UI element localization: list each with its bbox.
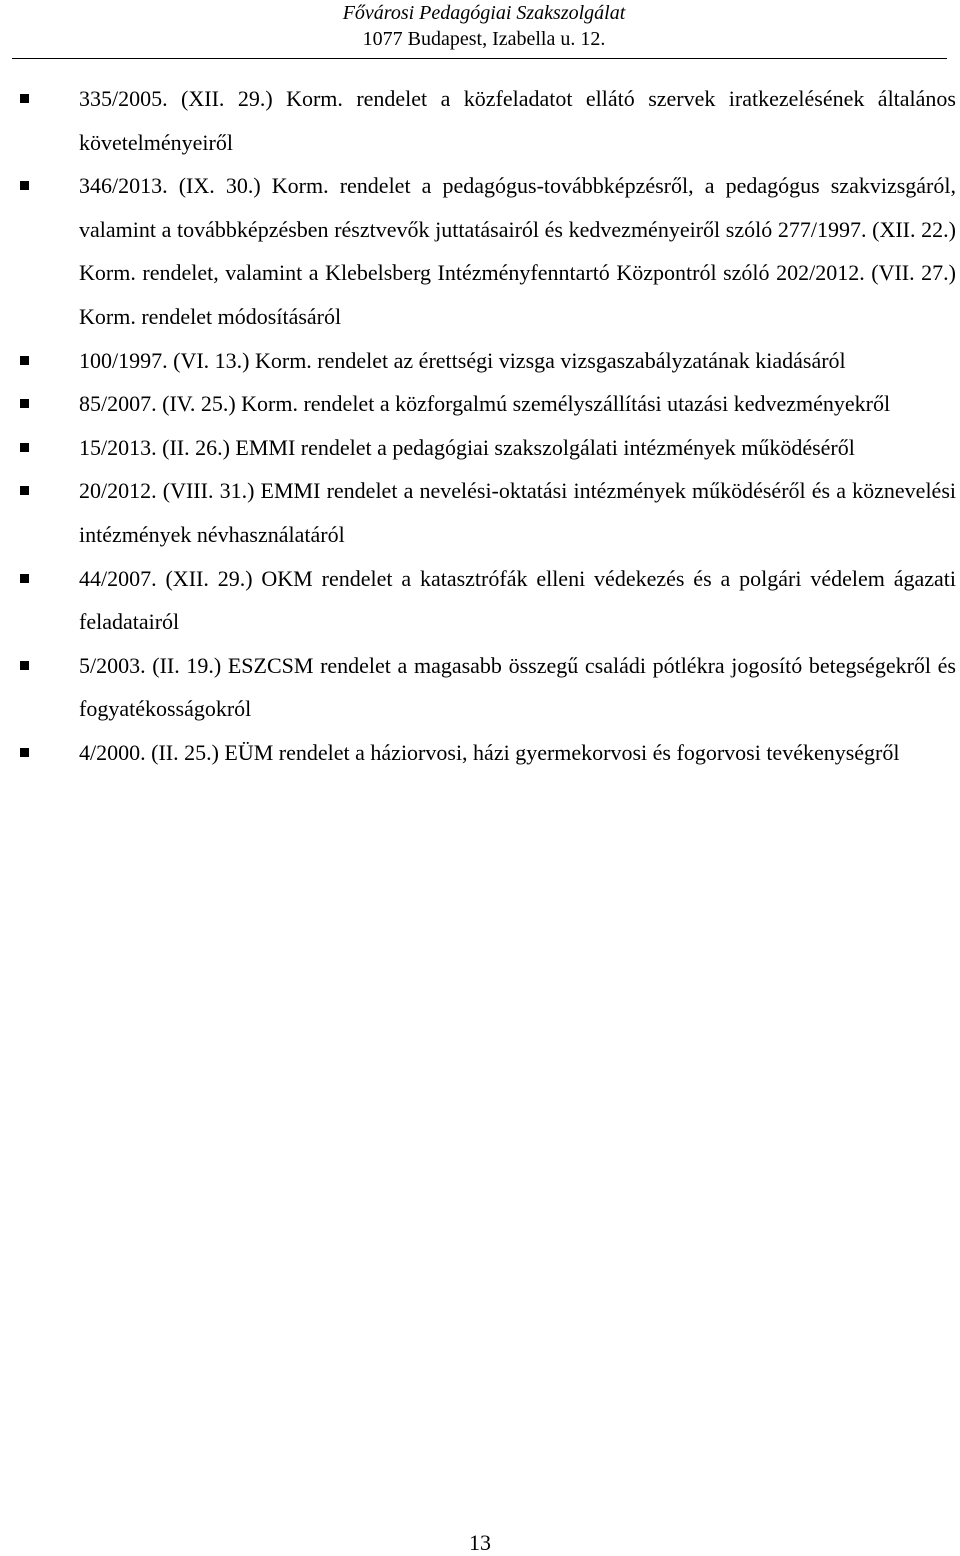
page-header xyxy=(0,0,960,52)
square-bullet-icon xyxy=(20,356,29,365)
list-item-text: 20/2012. (VIII. 31.) EMMI rendelet a nevelési-oktatási intézmények működéséről és a köznevelési intézmények névhasználatáról xyxy=(79,478,956,547)
square-bullet-icon xyxy=(20,399,29,408)
header-divider xyxy=(12,58,947,59)
square-bullet-icon xyxy=(20,574,29,583)
list-item xyxy=(0,77,956,164)
header-address: 1077 Budapest, Izabella u. 12. xyxy=(362,28,606,50)
list-item xyxy=(0,644,956,731)
square-bullet-icon xyxy=(20,443,29,452)
list-item-text: 335/2005. (XII. 29.) Korm. rendelet a közfeladatot ellátó szervek iratkezelésének általános követelményeiről xyxy=(79,86,956,155)
list-item xyxy=(0,164,956,338)
list-item-text: 5/2003. (II. 19.) ESZCSM rendelet a magasabb összegű családi pótlékra jogosító betegségekről és fogyatékosságokról xyxy=(79,652,956,722)
list-item-text: 44/2007. (XII. 29.) OKM rendelet a katasztrófák elleni védekezés és a polgári védelem ágazati feladatairól xyxy=(79,565,956,635)
square-bullet-icon xyxy=(20,94,29,103)
list-item-text: 100/1997. (VI. 13.) Korm. rendelet az érettségi vizsga vizsgaszabályzatának kiadásáról xyxy=(79,347,846,373)
square-bullet-icon xyxy=(20,748,29,757)
square-bullet-icon xyxy=(20,181,29,190)
legislation-list xyxy=(0,77,960,775)
list-item xyxy=(0,382,956,426)
page-number: 13 xyxy=(469,1530,491,1555)
square-bullet-icon xyxy=(20,661,29,670)
list-item xyxy=(0,469,956,556)
square-bullet-icon xyxy=(20,486,29,495)
list-item xyxy=(0,731,956,775)
list-item xyxy=(0,426,956,470)
list-item-text: 15/2013. (II. 26.) EMMI rendelet a pedagógiai szakszolgálati intézmények működéséről xyxy=(79,434,855,460)
list-item-text: 346/2013. (IX. 30.) Korm. rendelet a pedagógus-továbbképzésről, a pedagógus szakvizsgáról, valamint a továbbképzésben résztvevők juttatásairól és kedvezményeiről szóló 277/1997. (XII. 22.) Korm. rendelet, valamint a Klebelsberg Intézményfenntartó Központról szóló 202/2012. (VII. 27.) Korm. rendelet módosításáról xyxy=(79,173,956,329)
list-item-text: 4/2000. (II. 25.) EÜM rendelet a háziorvosi, házi gyermekorvosi és fogorvosi tevékenységről xyxy=(79,739,900,765)
header-organization: Fővárosi Pedagógiai Szakszolgálat xyxy=(342,2,626,24)
list-item-text: 85/2007. (IV. 25.) Korm. rendelet a közforgalmú személyszállítási utazási kedvezményekről xyxy=(79,391,891,417)
list-item xyxy=(0,339,956,383)
list-item xyxy=(0,557,956,644)
